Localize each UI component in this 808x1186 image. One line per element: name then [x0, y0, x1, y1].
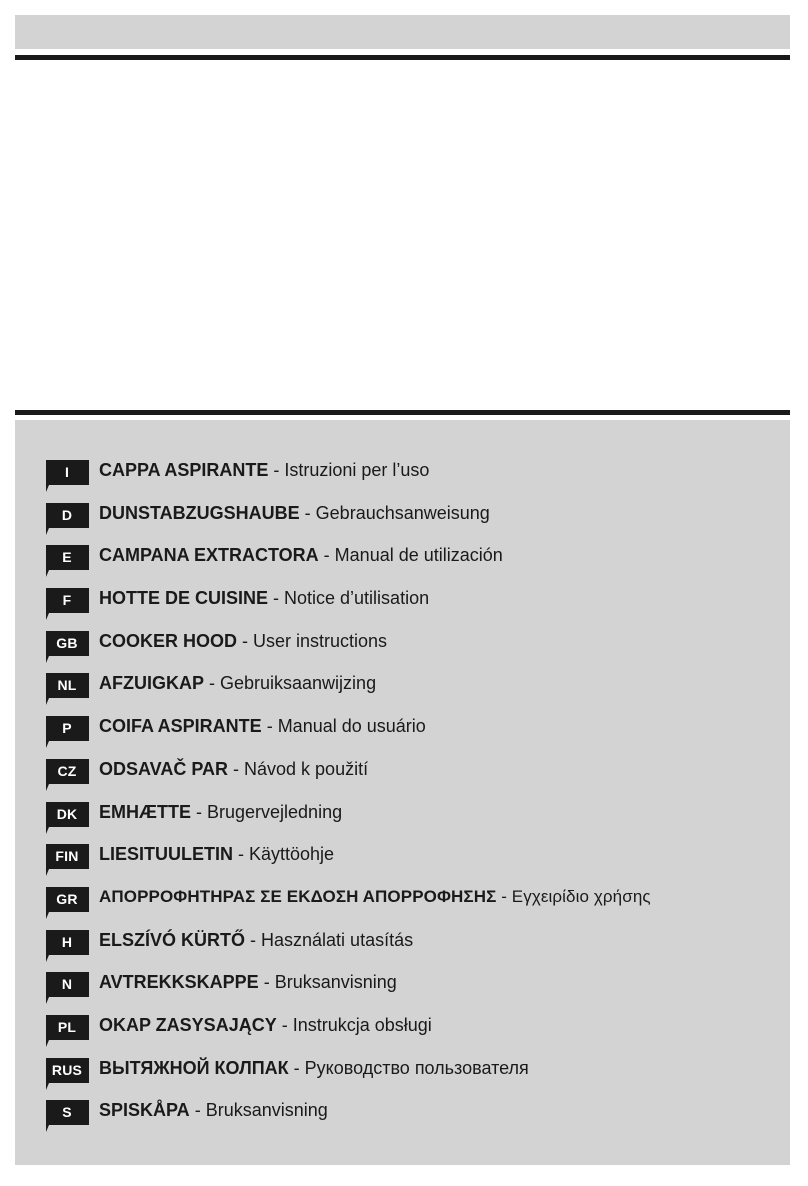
language-row-h: [45, 928, 651, 971]
language-entry: [99, 586, 429, 609]
language-badge: CZ: [45, 758, 90, 791]
document-description: User instructions: [253, 630, 388, 651]
separator: -: [189, 1100, 206, 1121]
product-title: COOKER HOOD: [99, 630, 238, 651]
language-row-n: [45, 970, 651, 1013]
middle-divider: [15, 410, 790, 415]
language-badge: RUS: [45, 1057, 90, 1090]
language-badge: F: [45, 587, 90, 620]
header-band: [15, 15, 790, 49]
product-title: OKAP ZASYSAJĄCY: [99, 1014, 277, 1035]
product-title: ВЫТЯЖНОЙ КОЛПАК: [99, 1057, 289, 1078]
language-entry: [99, 885, 651, 908]
separator: -: [496, 886, 512, 906]
document-description: Manual do usuário: [277, 716, 426, 737]
document-description: Návod k použití: [244, 758, 369, 779]
separator: -: [258, 972, 275, 993]
separator: -: [268, 460, 285, 480]
separator: -: [237, 630, 254, 651]
separator: -: [299, 502, 316, 523]
language-badge: S: [45, 1099, 90, 1132]
language-entry: [99, 714, 426, 737]
separator: -: [245, 929, 262, 950]
product-title: CAMPANA EXTRACTORA: [99, 545, 319, 566]
document-description: Bruksanvisning: [205, 1100, 328, 1121]
language-badge: E: [45, 544, 90, 577]
separator: -: [228, 758, 245, 779]
language-row-cz: [45, 757, 651, 800]
language-badge: DK: [45, 801, 90, 834]
language-badge: GB: [45, 630, 90, 663]
language-entry: [99, 501, 490, 524]
product-title: ODSAVAČ PAR: [99, 758, 229, 779]
language-row-pl: [45, 1013, 651, 1056]
language-badge: GR: [45, 886, 90, 919]
separator: -: [268, 588, 285, 609]
language-row-gr: [45, 885, 651, 928]
product-title: AFZUIGKAP: [99, 673, 204, 694]
document-description: Használati utasítás: [261, 929, 414, 950]
product-title: CAPPA ASPIRANTE: [99, 460, 269, 480]
document-description: Bruksanvisning: [274, 972, 397, 993]
product-title: SPISKÅPA: [99, 1100, 190, 1121]
product-title: EMHÆTTE: [99, 801, 191, 822]
document-description: Gebrauchsanweisung: [315, 502, 490, 523]
language-row-nl: [45, 671, 651, 714]
document-description: Käyttöohje: [249, 844, 335, 865]
product-title: ΑΠΟΡΡΟΦΗΤΗΡΑΣ ΣΕ ΕΚΔΟΣΗ ΑΠΟΡΡΟΦΗΣΗΣ: [99, 886, 497, 906]
separator: -: [191, 801, 207, 822]
separator: -: [318, 545, 335, 566]
language-entry: [99, 800, 342, 823]
language-entry: [99, 543, 503, 566]
language-badge: NL: [45, 672, 90, 705]
document-description: Istruzioni per l’uso: [284, 460, 430, 480]
product-title: DUNSTABZUGSHAUBE: [99, 502, 300, 523]
document-description: Instrukcja obsługi: [292, 1014, 432, 1035]
language-entry: [99, 842, 334, 865]
language-entry: [99, 970, 397, 993]
language-entry: [99, 629, 387, 652]
separator: -: [261, 716, 278, 737]
language-badge: I: [45, 459, 90, 492]
language-row-rus: [45, 1056, 651, 1099]
language-row-e: [45, 543, 651, 586]
language-entry: [99, 757, 368, 780]
product-title: COIFA ASPIRANTE: [99, 716, 262, 737]
separator: -: [204, 673, 220, 694]
language-entry: [99, 1013, 432, 1036]
product-title: LIESITUULETIN: [99, 844, 233, 865]
language-entry: [99, 671, 376, 694]
document-description: Руководство пользователя: [304, 1057, 529, 1078]
language-row-i: [45, 458, 651, 501]
language-row-gb: [45, 629, 651, 672]
separator: -: [276, 1014, 293, 1035]
product-title: HOTTE DE CUISINE: [99, 588, 269, 609]
language-badge: D: [45, 502, 90, 535]
language-row-s: [45, 1098, 651, 1141]
document-description: Notice d’utilisation: [284, 588, 430, 609]
language-badge: PL: [45, 1014, 90, 1047]
language-entry: [99, 1098, 328, 1121]
language-badge: N: [45, 971, 90, 1004]
document-description: Εγχειρίδιο χρήσης: [511, 886, 651, 906]
language-row-fin: [45, 842, 651, 885]
product-title: AVTREKKSKAPPE: [99, 972, 259, 993]
product-title: ELSZÍVÓ KÜRTŐ: [99, 929, 246, 950]
language-row-d: [45, 501, 651, 544]
language-row-dk: [45, 800, 651, 843]
language-entry: [99, 928, 413, 951]
language-row-f: [45, 586, 651, 629]
language-list: [45, 458, 651, 1141]
language-panel: [15, 420, 790, 1165]
language-entry: [99, 1056, 529, 1079]
language-badge: P: [45, 715, 90, 748]
language-entry: [99, 458, 429, 481]
language-badge: H: [45, 929, 90, 962]
document-description: Gebruiksaanwijzing: [220, 673, 377, 694]
document-description: Manual de utilización: [334, 545, 503, 566]
separator: -: [288, 1057, 305, 1078]
document-description: Brugervejledning: [207, 801, 343, 822]
language-badge: FIN: [45, 843, 90, 876]
top-divider: [15, 55, 790, 60]
language-row-p: [45, 714, 651, 757]
separator: -: [233, 844, 249, 865]
